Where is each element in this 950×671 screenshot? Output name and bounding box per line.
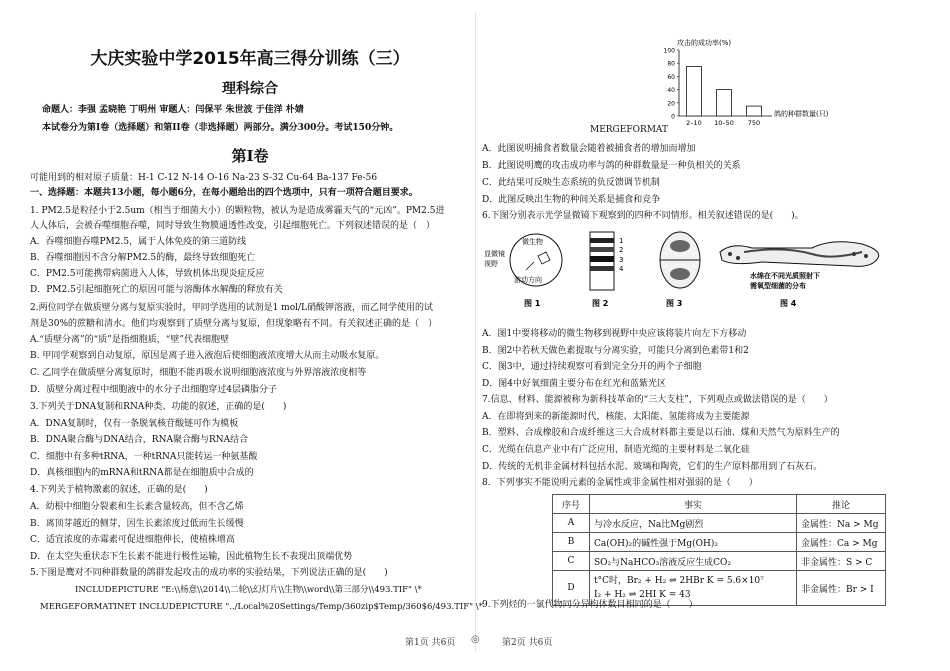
row-number: A [553,514,590,533]
page-divider [475,12,476,652]
y-tick-label: 40 [667,87,675,95]
pigment-band-1 [590,238,614,243]
fig1-title: 微生物 [522,238,543,246]
fig4-note2: 需氧型细菌的分布 [750,282,806,290]
text-line: B. 甲同学观察到自动复原，原因是离子进入液泡后使细胞液浓度增大从而主动吸水复原。 [30,351,385,361]
pigment-band-3 [590,256,614,262]
band-number: 4 [619,265,624,273]
text-line: 剂是30%的蔗糖和清水。他们均观察到了质壁分离与复原，但现象略有不同。有关叙述正确的是（ ） [30,319,438,329]
text-line: B．此图说明鹰的攻击成功率与鸽的种群数量是一种负相关的关系 [482,161,741,171]
text-line: D．图4中好氧细菌主要分布在红光和蓝紫光区 [482,379,666,389]
element-facts-table [552,494,886,606]
fig4-note1: 水绵在不同光质照射下 [750,272,820,280]
direction-arrow [526,262,534,270]
text-line: C．图3中，通过持续观察可看到完全分开的两个子细胞 [482,362,702,372]
text-line: 2.两位同学在做质壁分离与复原实验时，甲同学选用的试剂是1 mol/L硝酸钾溶液，而乙同学使用的试 [30,303,434,313]
text-line: D．在太空失重状态下生长素不能进行极性运输，因此植物生长不表现出顶端优势 [30,552,353,562]
bar-0 [687,67,702,117]
y-tick-label: 80 [667,60,675,68]
text-line: A．DNA复制时，仅有一条脱氧核苷酸链可作为模板 [30,419,239,429]
text-line: B．离顶芽越近的侧芽，因生长素浓度过低而生长缓慢 [30,519,244,529]
field-code-line: INCLUDEPICTURE "E:\\杨意\\2014\\二轮\\幻灯片\\生物\\word\\第三部分\\493.TIF" \* [75,585,422,595]
x-tick-label: 750 [747,119,761,127]
row-fact: Ca(OH)₂的碱性强于Mg(OH)₂ [590,533,797,552]
atomic-masses-line: 可能用到的相对原子质量：H-1 C-12 N-14 O-16 Na-23 S-32 Cu-64 Ba-137 Fe-56 [30,173,378,183]
band-number: 1 [619,237,624,245]
text-line: D．PM2.5引起细胞死亡的原因可能与溶酶体水解酶的释放有关 [30,285,283,295]
figure-2 [590,232,624,308]
text-line: C．PM2.5可能携带病菌进入人体，导致机体出现炎症反应 [30,269,265,279]
exam-subtitle: 理科综合 [222,81,278,97]
pigeon-attack-chart [647,36,829,132]
question-9: 9.下列烃的一氯代物同分异构体数目相同的是（ ） [482,600,698,610]
y-tick-label: 100 [663,47,675,55]
microbe-shape [538,252,550,264]
table-row [553,533,886,552]
chart-title: 攻击的成功率(%) [677,39,732,47]
right-page [482,0,922,671]
text-line: 5.下图是鹰对不同种群数量的鸽群发起攻击的成功率的实验结果，下列说法正确的是( ) [30,568,388,578]
text-line: C．此结果可反映生态系统的负反馈调节机制 [482,178,660,188]
y-tick-label: 60 [667,73,675,81]
table-header: 推论 [797,495,886,514]
row-inference: 非金属性：Br > I [797,571,886,606]
fig2-caption: 图 2 [592,299,609,308]
table-header: 事实 [590,495,797,514]
bar-1 [717,90,732,116]
bar-2 [747,106,762,116]
text-line: 4.下列关于植物激素的叙述，正确的是( ) [30,485,208,495]
section-heading: 第I卷 [231,147,269,165]
table-header-row [553,495,886,514]
pigment-band-2 [590,247,614,252]
page-footer-left: 第1页 共6页 [405,638,456,648]
exam-title: 大庆实验中学2015年高三得分训练（三） [90,49,410,69]
figure-1 [484,234,562,308]
choice-header: 一、选择题：本题共13小题，每小题6分，在每小题给出的四个选项中，只有一项符合题目要求。 [30,188,418,198]
fig1-left-label-line2: 视野 [484,260,498,268]
chromosome-cluster [670,268,690,280]
microscope-figures [482,226,922,314]
text-line: 7.信息、材料、能源被称为新科技革命的“三大支柱”，下列观点或做法错误的是（ ） [482,395,833,405]
table-header: 序号 [553,495,590,514]
text-line: A．图1中要将移动的微生物移到视野中央应该将装片向左下方移动 [482,329,747,339]
text-line: A.“质壁分离”的“质”是指细胞质，“壁”代表细胞壁 [30,335,229,345]
text-line: A．幼根中细胞分裂素和生长素含量较高，但不含乙烯 [30,502,244,512]
authors-line: 命题人：李强 孟晓艳 丁明州 审题人：闫保平 朱世波 于佳洋 朴婧 [42,105,304,115]
text-line: A．在即将到来的新能源时代，核能、太阳能、氢能将成为主要能源 [482,412,750,422]
row-number: C [553,552,590,571]
y-tick-label: 0 [671,113,675,121]
text-line: 人人体后，会被吞噬细胞吞噬，同时导致生物膜通透性改变，引起细胞死亡。下列叙述错误的是（ ） [30,221,436,231]
figure-3 [660,232,700,308]
text-line: D．传统的无机非金属材料包括水泥、玻璃和陶瓷，它们的生产原料都用到了石灰石。 [482,462,823,472]
fig3-caption: 图 3 [666,299,683,308]
chromosome-cluster [670,240,690,252]
fig1-caption: 图 1 [524,299,541,308]
text-line: B．DNA聚合酶与DNA结合，RNA聚合酶与RNA结合 [30,435,249,445]
text-line: C．细胞中有多种tRNA，一种tRNA只能转运一种氨基酸 [30,452,258,462]
row-fact: SO₂与NaHCO₃溶液反应生成CO₂ [590,552,797,571]
text-line: A．吞噬细胞吞噬PM2.5，属于人体免疫的第三道防线 [30,237,247,247]
page-separator-icon: ◎ [471,634,480,645]
text-line: D．质壁分离过程中细胞液中的水分子出细胞穿过4层磷脂分子 [30,385,277,395]
row-inference: 金属性：Ca > Mg [797,533,886,552]
fig4-caption: 图 4 [780,299,797,308]
text-line: B．吞噬细胞因不含分解PM2.5的酶，最终导致细胞死亡 [30,253,256,263]
text-line: 6.下图分别表示光学显微镜下观察到的四种不同情形。相关叙述错误的是( )。 [482,211,804,221]
row-fact-line: t°C时，Br₂ + H₂ ⇌ 2HBr K = 5.6×10⁷ [594,576,764,586]
band-number: 2 [619,246,624,254]
row-fact-line: I₂ + H₂ ⇌ 2HI K = 43 [594,590,691,600]
chart-caption: MERGEFORMAT [590,125,668,135]
bacteria-dot [864,254,868,258]
pigment-band-4 [590,266,614,271]
text-line: D．真核细胞内的mRNA和tRNA都是在细胞质中合成的 [30,468,254,478]
text-line: 8．下列事实不能说明元素的金属性或非金属性相对强弱的是（ ） [482,478,758,488]
row-inference: 非金属性：S > C [797,552,886,571]
figure-4 [720,242,879,308]
left-page [30,0,483,671]
band-number: 3 [619,256,624,264]
text-line: 3.下列关于DNA复制和RNA种类、功能的叙述，正确的是( ) [30,402,287,412]
x-axis-label: 鸽的种群数量(只) [774,110,829,118]
x-tick-label: 2–10 [686,119,702,127]
row-inference: 金属性：Na > Mg [797,514,886,533]
fig1-direction: 游动方向 [514,276,542,284]
text-line: A．此图说明捕食者数量会随着被捕食者的增加而增加 [482,144,696,154]
text-line: C．光缆在信息产业中有广泛应用，制造光缆的主要材料是二氧化硅 [482,445,750,455]
table-row [553,514,886,533]
fig1-left-label-line1: 显微镜 [484,250,505,258]
text-line: C．适宜浓度的赤霉素可促进细胞伸长，使植株增高 [30,535,235,545]
text-line: B．塑料、合成橡胶和合成纤维这三大合成材料都主要是以石油、煤和天然气为原料生产的 [482,428,840,438]
text-line: D．此图反映出生物的种间关系是捕食和竞争 [482,195,661,205]
bacteria-dot [728,252,732,256]
text-line: B．图2中若秋天做色素提取与分离实验，可能只分离到色素带1和2 [482,346,749,356]
row-number: D [553,571,590,606]
text-line: C. 乙同学在做质壁分离复原时，细胞不能再吸水说明细胞液浓度与外界溶液浓度相等 [30,368,367,378]
bacteria-dot [852,252,856,256]
y-tick-label: 20 [667,100,675,108]
field-code-line: MERGEFORMATINET INCLUDEPICTURE "../Local%20Settings/Temp/360zip$Temp/360$6/493.TIF" \* [40,602,483,612]
x-tick-label: 10–50 [714,119,734,127]
table-row [553,552,886,571]
page-footer-right: 第2页 共6页 [502,638,553,648]
row-number: B [553,533,590,552]
text-line: 1. PM2.5是粒径小于2.5um（相当于细菌大小）的颗粒物，被认为是造成雾霾天气的“元凶”。PM2.5进 [30,206,445,216]
bacteria-dot [736,256,740,260]
exam-info-line: 本试卷分为第I卷（选择题）和第II卷（非选择题）两部分。满分300分。考试150分钟。 [42,123,399,133]
row-fact: 与冷水反应，Na比Mg剧烈 [590,514,797,533]
